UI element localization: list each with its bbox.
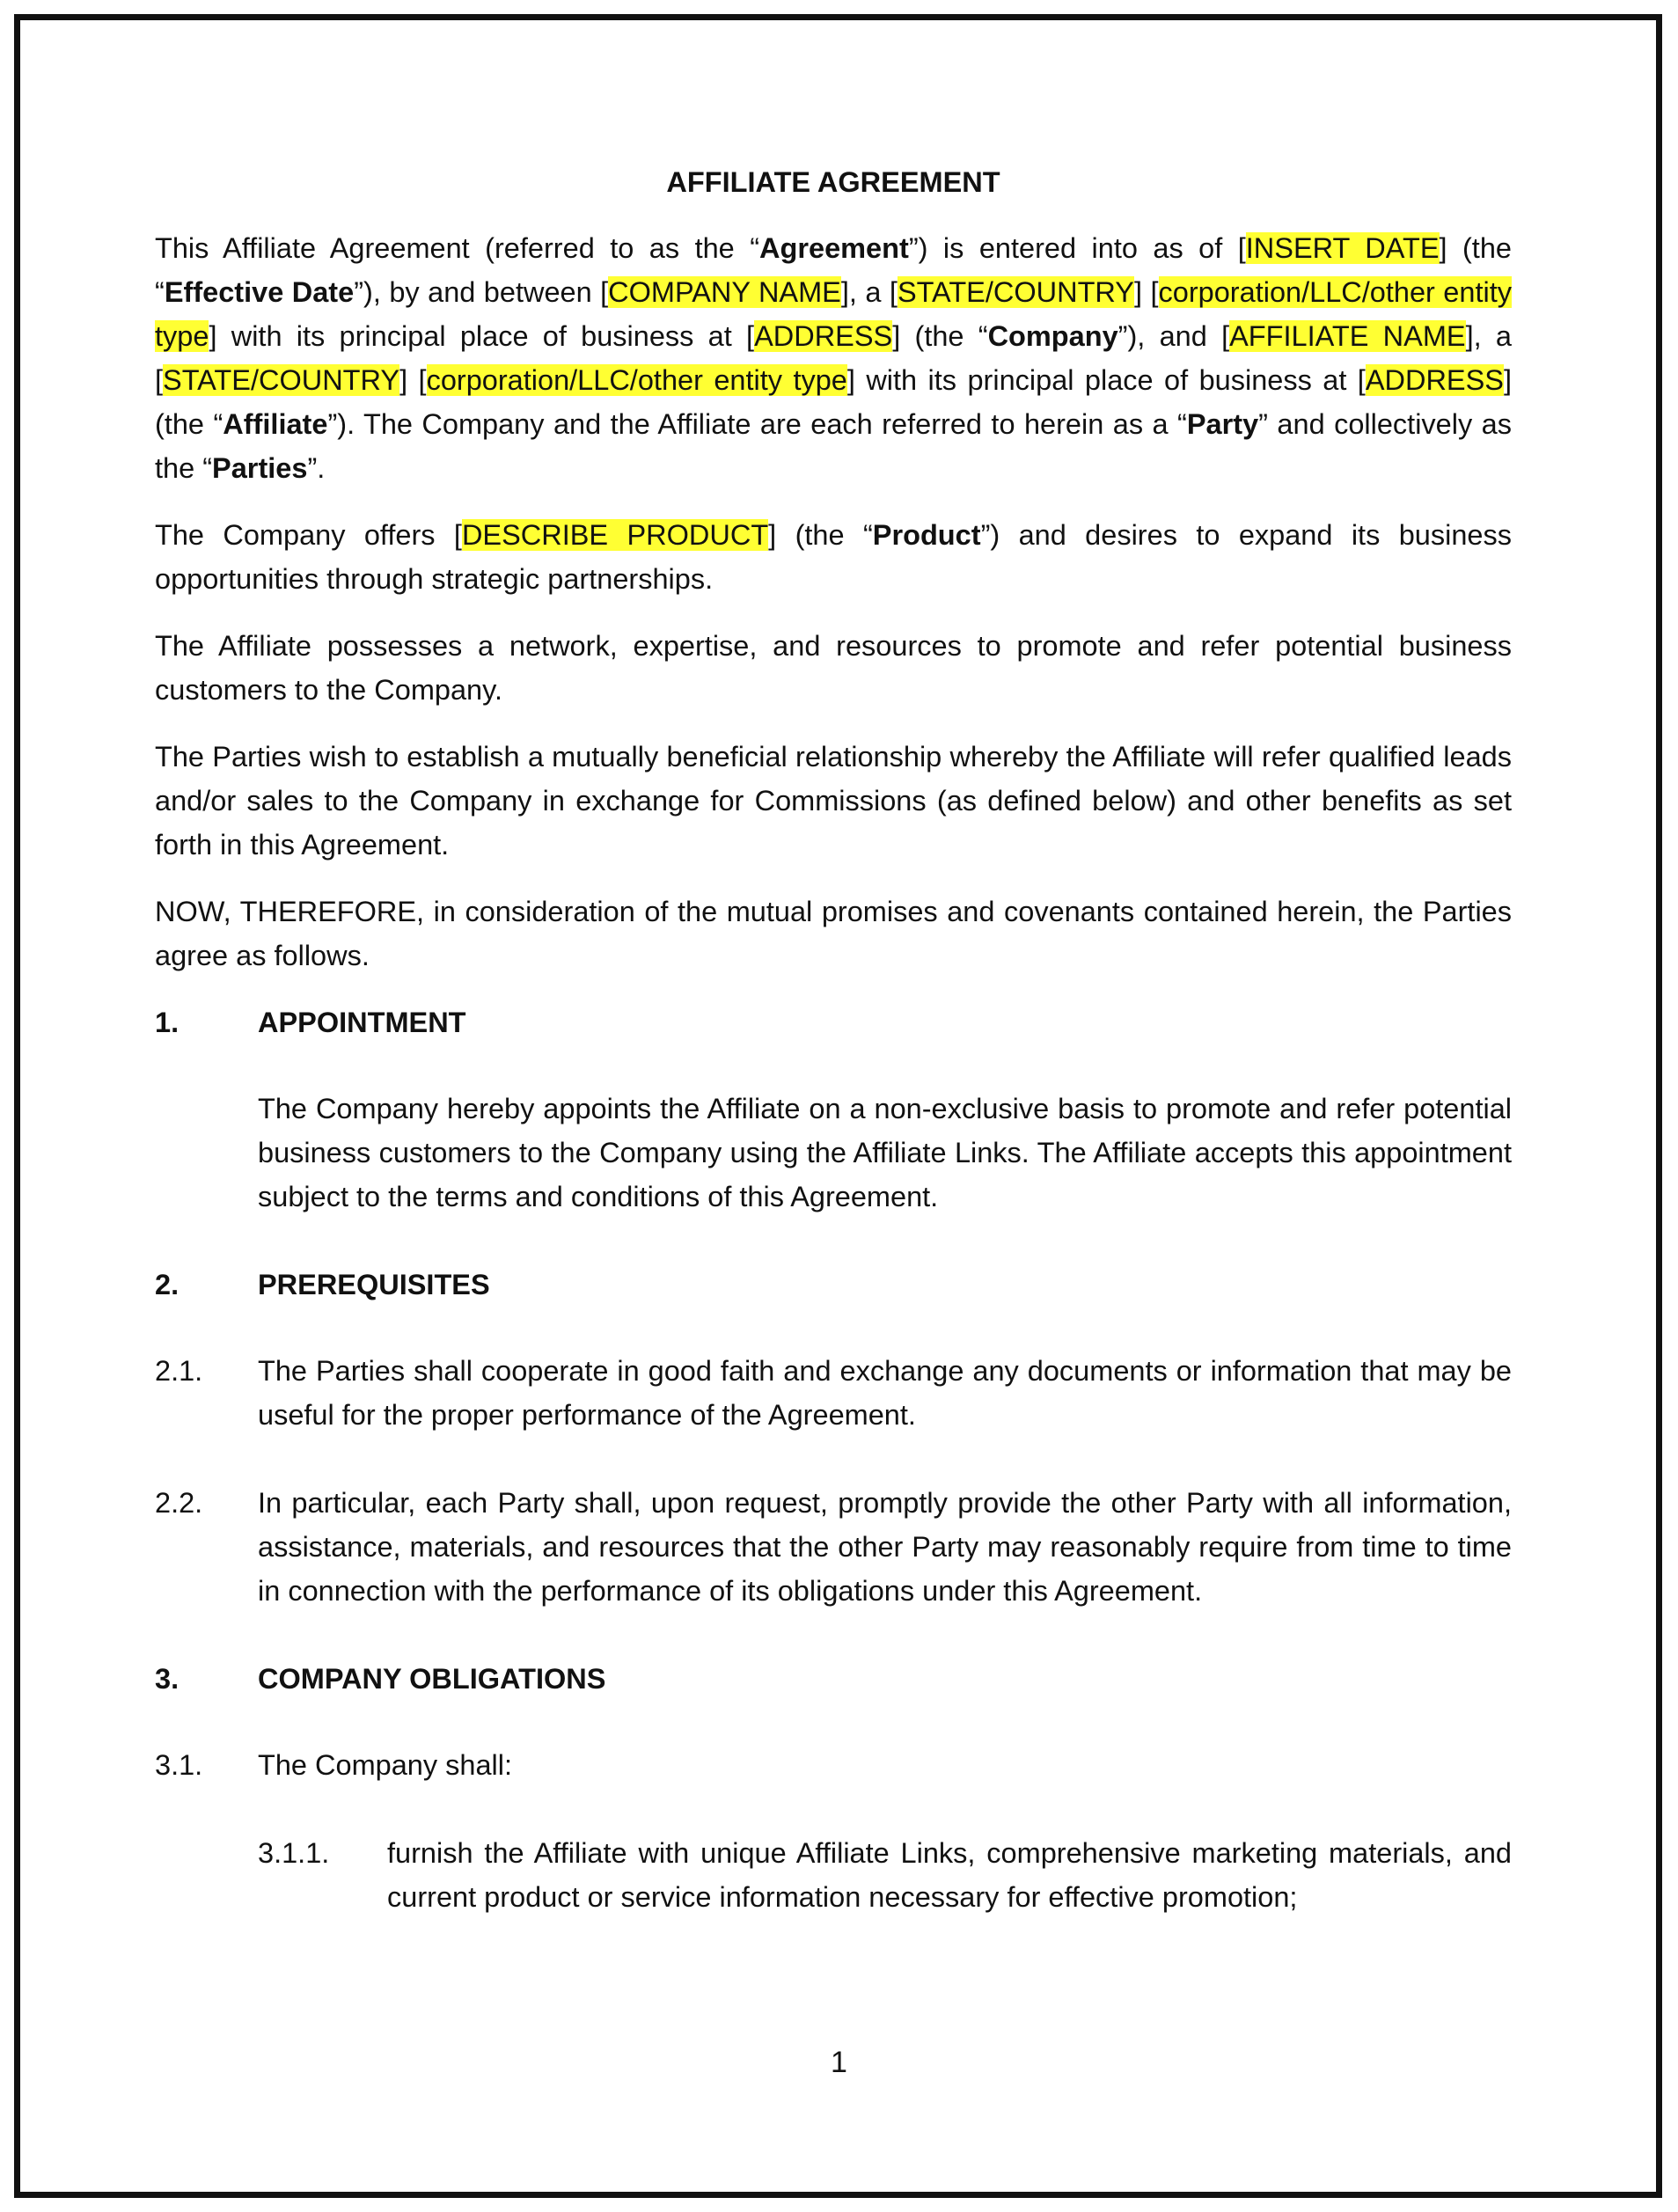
document-body [155,160,1512,1919]
clause-3-1 [155,1743,1512,1787]
clause-text: The Parties shall cooperate in good faith and exchange any documents or information that may be useful for the proper performance of the Agreement. [258,1355,1512,1431]
section-title: APPOINTMENT [258,1007,466,1038]
placeholder-affiliate-address: ADDRESS [1365,364,1504,396]
recital-parties: The Parties wish to establish a mutually beneficial relationship whereby the Affiliate will refer qualified leads and/or sales to the Company in exchange for Commissions (as defined below) and other benefits as set forth in this Agreement. [155,741,1512,861]
section-title: COMPANY OBLIGATIONS [258,1663,606,1695]
placeholder-company-name: COMPANY NAME [608,276,841,308]
clause-number: 3.1. [155,1749,203,1781]
section-number: 1. [155,1007,180,1038]
placeholder-affiliate-name: AFFILIATE NAME [1229,320,1466,352]
placeholder-affiliate-state: STATE/COUNTRY [163,364,400,396]
placeholder-insert-date: INSERT DATE [1245,232,1440,264]
recital-product: The Company offers [DESCRIBE PRODUCT] (the “Product”) and desires to expand its business opportunities through strategic partnerships. [155,519,1512,595]
section-number: 3. [155,1663,180,1695]
section-heading-prerequisites [155,1263,1512,1307]
placeholder-company-entity-type: corporation/LLC/other entity type [155,276,1512,352]
placeholder-company-address: ADDRESS [754,320,893,352]
intro-paragraph: This Affiliate Agreement (referred to as the “Agreement”) is entered into as of [INSERT DATE] (the “Effective Date”), by and between [COMPANY NAME], a [STATE/COUNTRY] [corporation/LLC/other entity type] with its principal place of business at [ADDRESS] (the “Company”), and [AFFILIATE NAME], a [STATE/COUNTRY] [corporation/LLC/other entity type] with its principal place of business at [ADDRESS] (the “Affiliate”). The Company and the Affiliate are each referred to herein as a “Party” and collectively as the “Parties”. [155,232,1512,484]
section-heading-appointment [155,1000,1512,1044]
clause-text: In particular, each Party shall, upon request, promptly provide the other Party with all information, assistance, materials, and resources that the other Party may reasonably require from time to time in connection with the performance of its obligations under this Agreement. [258,1487,1512,1607]
clause-number: 2.1. [155,1355,203,1387]
placeholder-company-state: STATE/COUNTRY [897,276,1134,308]
clause-text: The Company shall: [258,1749,513,1781]
page-number: 1 [831,2046,847,2079]
clause-number: 2.2. [155,1487,203,1519]
clause-2-2 [155,1481,1512,1613]
now-therefore-clause: NOW, THEREFORE, in consideration of the mutual promises and covenants contained herein, the Parties agree as follows. [155,896,1512,971]
recital-affiliate: The Affiliate possesses a network, expertise, and resources to promote and refer potential business customers to the Company. [155,630,1512,706]
clause-2-1 [155,1349,1512,1437]
clause-number: 3.1.1. [258,1837,330,1869]
clause-3-1-1 [258,1831,1512,1919]
clause-text: furnish the Affiliate with unique Affiliate Links, comprehensive marketing materials, and current product or service information necessary for effective promotion; [387,1837,1512,1913]
section-title: PREREQUISITES [258,1269,490,1300]
appointment-body: The Company hereby appoints the Affiliate on a non-exclusive basis to promote and refer potential business customers to the Company using the Affiliate Links. The Affiliate accepts this appointment subject to the terms and conditions of this Agreement. [258,1093,1512,1212]
document-title: AFFILIATE AGREEMENT [666,166,1000,198]
placeholder-affiliate-entity-type: corporation/LLC/other entity type [426,364,847,396]
section-heading-company-obligations [155,1657,1512,1701]
placeholder-describe-product: DESCRIBE PRODUCT [461,519,769,551]
section-number: 2. [155,1269,180,1300]
